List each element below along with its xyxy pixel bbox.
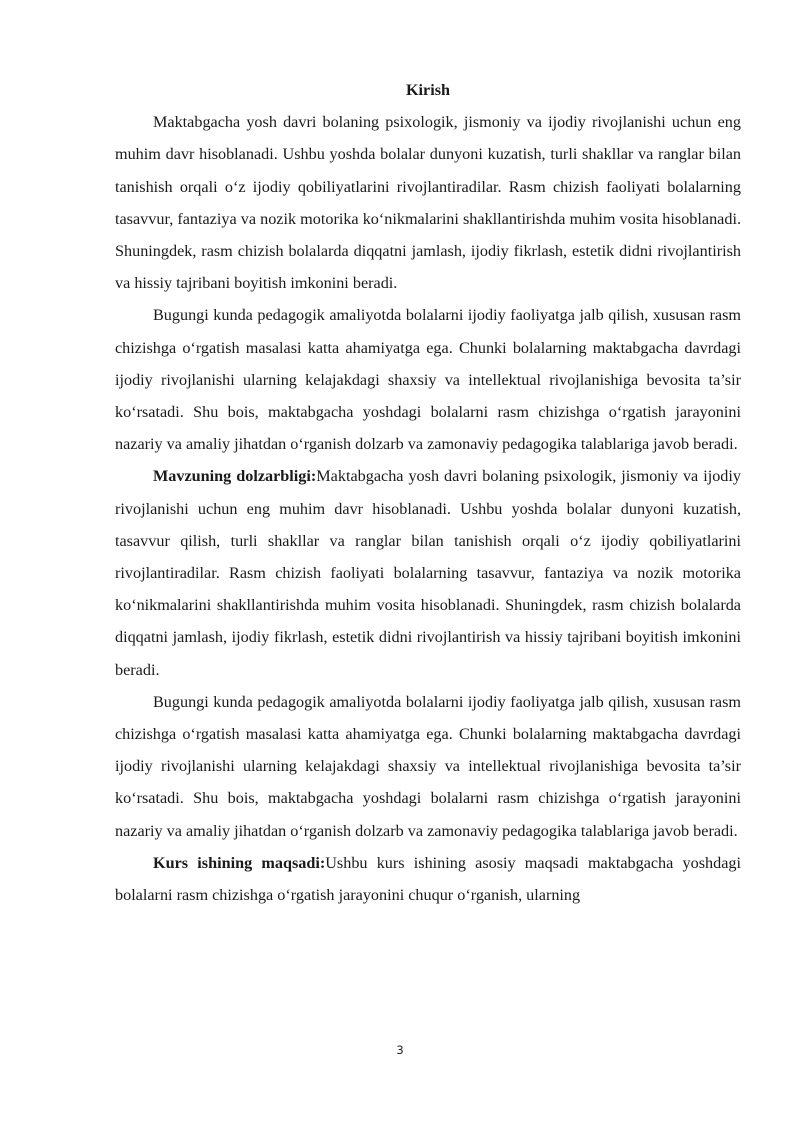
paragraph-intro xyxy=(115,106,741,299)
page-number: 3 xyxy=(396,1043,404,1057)
paragraph-goal xyxy=(115,847,741,911)
paragraph-pedagogy-repeat xyxy=(115,686,741,847)
paragraph-lead: Kurs ishining maqsadi: xyxy=(153,853,326,872)
paragraph-text: Bugungi kunda pedagogik amaliyotda bolalarni ijodiy faoliyatga jalb qilish, xususan rasm chizishga o‘rgatish masalasi katta ahamiyatga ega. Chunki bolalarning maktabgacha davrdagi ijodiy rivojlanishi ularning kelajakdagi shaxsiy va intellektual rivojlanishiga bevosita ta’sir ko‘rsatadi. Shu bois, maktabgacha yoshdagi bolalarni rasm chizishga o‘rgatish jarayonini nazariy va amaliy jihatdan o‘rganish dolzarb va zamonaviy pedagogika talablariga javob beradi. xyxy=(115,306,741,454)
document-body xyxy=(115,74,741,911)
paragraph-text: Bugungi kunda pedagogik amaliyotda bolalarni ijodiy faoliyatga jalb qilish, xususan rasm chizishga o‘rgatish masalasi katta ahamiyatga ega. Chunki bolalarning maktabgacha davrdagi ijodiy rivojlanishi ularning kelajakdagi shaxsiy va intellektual rivojlanishiga bevosita ta’sir ko‘rsatadi. Shu bois, maktabgacha yoshdagi bolalarni rasm chizishga o‘rgatish jarayonini nazariy va amaliy jihatdan o‘rganish dolzarb va zamonaviy pedagogika talablariga javob beradi. xyxy=(115,692,741,840)
paragraph-relevance xyxy=(115,460,741,685)
paragraph-pedagogy xyxy=(115,299,741,460)
paragraph-lead: Mavzuning dolzarbligi: xyxy=(153,467,317,486)
paragraph-text: Ushbu kurs ishining asosiy maqsadi maktabgacha yoshdagi bolalarni rasm chizishga o‘rgatish jarayonini chuqur o‘rganish, ularning xyxy=(115,853,741,905)
section-heading: Kirish xyxy=(405,81,451,99)
paragraph-text: Maktabgacha yosh davri bolaning psixologik, jismoniy va ijodiy rivojlanishi uchun eng muhim davr hisoblanadi. Ushbu yoshda bolalar dunyoni kuzatish, turli shakllar va ranglar bilan tanishish orqali o‘z ijodiy qobiliyatlarini rivojlantiradilar. Rasm chizish faoliyati bolalarning tasavvur, fantaziya va nozik motorika ko‘nikmalarini shakllantirishda muhim vosita hisoblanadi. Shuningdek, rasm chizish bolalarda diqqatni jamlash, ijodiy fikrlash, estetik didni rivojlantirish va hissiy tajribani boyitish imkonini beradi. xyxy=(115,113,741,293)
paragraph-text: Maktabgacha yosh davri bolaning psixologik, jismoniy va ijodiy rivojlanishi uchun eng muhim davr hisoblanadi. Ushbu yoshda bolalar dunyoni kuzatish, tasavvur qilish, turli shakllar va ranglar bilan tanishish orqali o‘z ijodiy qobiliyatlarini rivojlantiradilar. Rasm chizish faoliyati bolalarning tasavvur, fantaziya va nozik motorika ko‘nikmalarini shakllantirishda muhim vosita hisoblanadi. Shuningdek, rasm chizish bolalarda diqqatni jamlash, ijodiy fikrlash, estetik didni rivojlantirish va hissiy tajribani boyitish imkonini beradi. xyxy=(115,467,741,679)
